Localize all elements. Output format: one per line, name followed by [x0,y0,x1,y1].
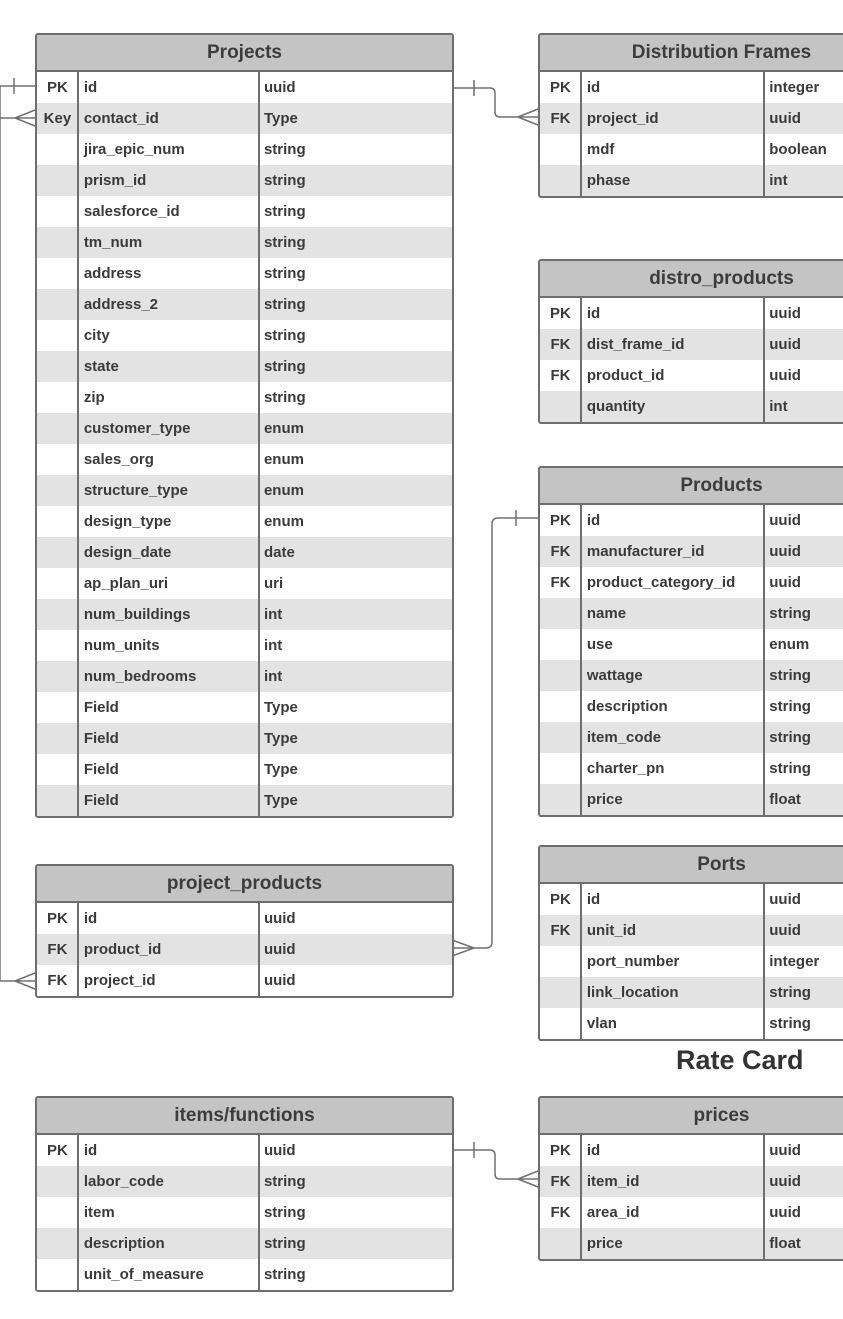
field-name-cell: dist_frame_id [586,336,685,353]
table-row [540,103,843,134]
field-name-cell: manufacturer_id [586,543,705,560]
table-row [37,72,452,103]
field-name-cell: project_id [83,972,156,989]
key-cell: FK [550,1173,571,1190]
distribution-frames-table [538,33,843,198]
table-row [37,630,452,661]
field-type-cell: date [263,544,295,561]
key-cell [37,444,78,475]
key-cell [37,258,78,289]
field-name-cell: contact_id [83,110,159,127]
crowfoot-prices [518,1171,538,1187]
column-divider [580,1135,582,1259]
key-cell [37,599,78,630]
key-cell: PK [550,305,571,322]
key-cell [37,1259,78,1290]
field-type-cell: float [769,1235,801,1252]
field-type-cell: enum [769,636,810,653]
products-table [538,466,843,817]
key-cell [37,413,78,444]
connector-items-prices [454,1150,538,1179]
table-row [540,1135,843,1166]
key-cell [37,196,78,227]
table-row [540,1197,843,1228]
field-name-cell: Field [83,699,119,716]
field-type-cell: Type [263,761,298,778]
field-type-cell: uuid [769,110,801,127]
key-cell [37,320,78,351]
table-row [37,1228,452,1259]
field-name-cell: unit_id [586,922,637,939]
field-type-cell: string [263,1173,306,1190]
field-type-cell: enum [263,451,304,468]
field-type-cell: uuid [263,972,296,989]
field-name-cell: prism_id [83,172,147,189]
table-row [37,475,452,506]
table-row [37,754,452,785]
table-row [37,289,452,320]
table-row [37,165,452,196]
products-table-title: Products [540,468,843,505]
field-name-cell: product_id [586,367,665,384]
distro-products-table-title: distro_products [540,261,843,298]
field-name-cell: item_code [586,729,662,746]
distro-products-table [538,259,843,424]
key-cell [37,1228,78,1259]
field-name-cell: city [83,327,110,344]
field-name-cell: use [586,636,613,653]
key-cell: Key [43,110,72,127]
table-row [540,722,843,753]
field-name-cell: name [586,605,627,622]
column-divider [580,72,582,196]
field-type-cell: string [769,698,811,715]
field-type-cell: uuid [769,543,801,560]
field-type-cell: enum [263,482,304,499]
table-row [37,599,452,630]
table-row [540,536,843,567]
table-row [37,537,452,568]
column-divider [77,903,79,996]
table-row [540,505,843,536]
key-cell [37,661,78,692]
key-cell [37,723,78,754]
key-cell: FK [550,336,571,353]
column-divider [258,903,260,996]
column-divider [77,1135,79,1290]
key-cell [540,722,581,753]
key-cell [37,568,78,599]
field-type-cell: string [263,358,306,375]
field-name-cell: description [83,1235,165,1252]
field-name-cell: phase [586,172,631,189]
field-type-cell: Type [263,730,298,747]
field-type-cell: Type [263,792,298,809]
key-cell: PK [46,910,68,927]
field-type-cell: string [263,296,306,313]
key-cell: PK [550,1142,571,1159]
field-type-cell: int [263,637,283,654]
field-type-cell: uuid [769,305,801,322]
field-name-cell: item [83,1204,115,1221]
connector-projects-distribution-frames [454,88,538,117]
field-type-cell: uuid [769,1204,801,1221]
table-row [540,660,843,691]
field-name-cell: quantity [586,398,646,415]
field-type-cell: enum [263,513,304,530]
key-cell [37,382,78,413]
connector-products-project-products [452,518,538,948]
key-cell [540,134,581,165]
distribution-frames-table-title: Distribution Frames [540,35,843,72]
table-row [37,413,452,444]
table-row [37,1135,452,1166]
projects-table [35,33,454,818]
table-row [37,196,452,227]
table-row [37,1197,452,1228]
key-cell [540,977,581,1008]
field-name-cell: product_category_id [586,574,736,591]
field-name-cell: Field [83,792,119,809]
table-row [540,298,843,329]
field-type-cell: int [769,172,788,189]
key-cell: FK [550,922,571,939]
table-row [540,977,843,1008]
prices-table-title: prices [540,1098,843,1135]
field-name-cell: unit_of_measure [83,1266,204,1283]
table-row [540,946,843,977]
field-type-cell: string [769,1015,811,1032]
field-type-cell: string [769,605,811,622]
crowfoot-projects-contact [0,110,35,126]
table-row [37,258,452,289]
field-name-cell: id [586,891,601,908]
field-type-cell: integer [769,953,820,970]
field-name-cell: labor_code [83,1173,164,1190]
field-name-cell: description [586,698,668,715]
key-cell: FK [47,972,68,989]
field-type-cell: int [263,606,283,623]
field-name-cell: item_id [586,1173,640,1190]
key-cell: FK [47,941,68,958]
key-cell [37,475,78,506]
column-divider [258,72,260,816]
key-cell: FK [550,110,571,127]
ports-table-title: Ports [540,847,843,884]
field-name-cell: id [586,512,601,529]
table-row [37,351,452,382]
key-cell [37,289,78,320]
field-type-cell: string [263,1204,306,1221]
field-type-cell: uuid [769,512,801,529]
prices-table [538,1096,843,1261]
items-functions-table-title: items/functions [37,1098,452,1135]
table-row [37,661,452,692]
table-row [37,568,452,599]
table-row [37,103,452,134]
field-type-cell: uuid [263,79,296,96]
column-divider [763,72,765,196]
field-name-cell: customer_type [83,420,191,437]
column-divider [258,1135,260,1290]
field-name-cell: vlan [586,1015,617,1032]
project-products-table [35,864,454,998]
column-divider [580,884,582,1039]
key-cell [540,391,581,422]
field-name-cell: price [586,791,623,808]
column-divider [763,884,765,1039]
field-type-cell: string [263,327,306,344]
table-row [37,227,452,258]
field-name-cell: charter_pn [586,760,665,777]
field-type-cell: string [263,389,306,406]
table-row [540,1166,843,1197]
key-cell [540,691,581,722]
key-cell [540,660,581,691]
field-name-cell: num_buildings [83,606,191,623]
field-type-cell: string [263,234,306,251]
key-cell [540,753,581,784]
column-divider [763,505,765,815]
field-name-cell: area_id [586,1204,640,1221]
field-type-cell: boolean [769,141,827,158]
column-divider [763,1135,765,1259]
key-cell [540,1228,581,1259]
field-type-cell: string [263,141,306,158]
table-row [540,629,843,660]
key-cell [37,785,78,816]
table-row [37,723,452,754]
field-name-cell: address [83,265,142,282]
field-name-cell: id [586,1142,601,1159]
field-name-cell: tm_num [83,234,143,251]
field-type-cell: uuid [769,1173,801,1190]
field-name-cell: id [83,79,98,96]
table-row [540,784,843,815]
field-name-cell: design_type [83,513,172,530]
field-type-cell: enum [263,420,304,437]
crowfoot-project-products [0,973,35,989]
field-type-cell: string [263,1266,306,1283]
field-name-cell: port_number [586,953,680,970]
field-type-cell: int [769,398,788,415]
key-cell: FK [550,543,571,560]
table-row [37,785,452,816]
key-cell [37,1197,78,1228]
field-type-cell: uuid [263,1142,296,1159]
field-name-cell: salesforce_id [83,203,180,220]
table-row [37,320,452,351]
field-name-cell: sales_org [83,451,154,468]
field-type-cell: string [263,203,306,220]
table-row [540,567,843,598]
field-name-cell: state [83,358,119,375]
field-name-cell: num_units [83,637,160,654]
field-type-cell: integer [769,79,820,96]
rate-card-label: Rate Card [676,1045,804,1075]
field-name-cell: Field [83,730,119,747]
field-name-cell: link_location [586,984,679,1001]
table-row [37,692,452,723]
table-row [37,1166,452,1197]
field-name-cell: id [586,79,601,96]
table-row [540,391,843,422]
field-name-cell: num_bedrooms [83,668,197,685]
field-name-cell: price [586,1235,623,1252]
field-type-cell: uuid [769,1142,801,1159]
field-type-cell: string [769,760,811,777]
field-type-cell: uuid [263,910,296,927]
field-type-cell: string [769,667,811,684]
field-name-cell: mdf [586,141,615,158]
column-divider [580,505,582,815]
table-row [37,134,452,165]
table-row [540,915,843,946]
key-cell [37,227,78,258]
field-type-cell: uuid [769,367,801,384]
table-row [540,1008,843,1039]
crowfoot-project-products-product [452,940,474,956]
table-row [540,691,843,722]
key-cell [37,537,78,568]
key-cell: FK [550,367,571,384]
key-cell [37,351,78,382]
field-name-cell: structure_type [83,482,189,499]
table-row [37,903,452,934]
table-row [37,1259,452,1290]
key-cell [37,630,78,661]
field-type-cell: int [263,668,283,685]
project-products-table-title: project_products [37,866,452,903]
crowfoot-distribution-frames [518,109,538,125]
table-row [37,444,452,475]
table-row [540,329,843,360]
field-name-cell: design_date [83,544,172,561]
table-row [540,753,843,784]
key-cell: PK [46,1142,68,1159]
field-type-cell: uuid [769,891,801,908]
key-cell [37,165,78,196]
field-name-cell: product_id [83,941,162,958]
table-row [540,134,843,165]
table-row [540,72,843,103]
key-cell [540,598,581,629]
ports-table [538,845,843,1041]
field-type-cell: uuid [769,574,801,591]
table-row [540,884,843,915]
field-name-cell: jira_epic_num [83,141,185,158]
field-type-cell: string [263,265,306,282]
table-row [540,1228,843,1259]
field-type-cell: Type [263,110,298,127]
table-row [540,598,843,629]
field-type-cell: string [769,729,811,746]
key-cell [37,1166,78,1197]
key-cell: PK [46,79,68,96]
key-cell [37,692,78,723]
field-type-cell: string [769,984,811,1001]
field-name-cell: id [83,1142,98,1159]
field-name-cell: ap_plan_uri [83,575,169,592]
key-cell [540,165,581,196]
items-functions-table [35,1096,454,1292]
projects-table-title: Projects [37,35,452,72]
table-row [37,934,452,965]
field-name-cell: project_id [586,110,659,127]
key-cell [540,946,581,977]
key-cell [540,629,581,660]
field-name-cell: zip [83,389,105,406]
table-row [540,165,843,196]
field-type-cell: string [263,1235,306,1252]
field-name-cell: id [586,305,601,322]
key-cell: PK [550,891,571,908]
key-cell: FK [550,574,571,591]
field-type-cell: uri [263,575,284,592]
field-type-cell: float [769,791,801,808]
key-cell: FK [550,1204,571,1221]
field-name-cell: wattage [586,667,643,684]
key-cell [540,1008,581,1039]
field-type-cell: uuid [263,941,296,958]
key-cell [37,754,78,785]
field-type-cell: Type [263,699,298,716]
field-name-cell: address_2 [83,296,159,313]
field-type-cell: uuid [769,922,801,939]
column-divider [580,298,582,422]
key-cell [37,506,78,537]
key-cell [540,784,581,815]
table-row [37,965,452,996]
column-divider [77,72,79,816]
field-type-cell: string [263,172,306,189]
key-cell: PK [550,512,571,529]
table-row [540,360,843,391]
field-type-cell: uuid [769,336,801,353]
field-name-cell: Field [83,761,119,778]
key-cell: PK [550,79,571,96]
key-cell [37,134,78,165]
table-row [37,382,452,413]
table-row [37,506,452,537]
column-divider [763,298,765,422]
field-name-cell: id [83,910,98,927]
